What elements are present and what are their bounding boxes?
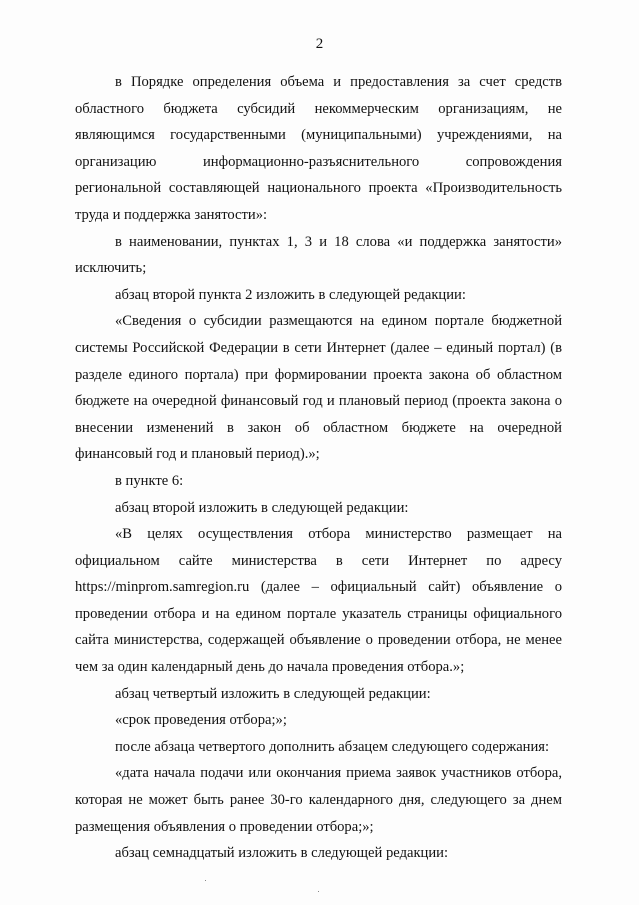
paragraph: абзац семнадцатый изложить в следующей редакции:	[115, 845, 449, 862]
document-body	[75, 69, 562, 867]
paragraph: в пункте 6:	[115, 472, 184, 489]
paragraph: после абзаца четвертого дополнить абзацем следующего содержания:	[115, 738, 550, 755]
page-number: 2	[315, 36, 324, 52]
paragraph: «дата начала подачи или окончания приема заявок участников отбора, которая не может быть ранее 30-го календарного дня, следующего за днем размещения объявления о проведении отбора;»;	[75, 765, 562, 835]
paragraph: абзац второй изложить в следующей редакции:	[115, 499, 409, 516]
paragraph: «срок проведения отбора;»;	[115, 712, 287, 729]
scan-speck	[205, 880, 206, 881]
paragraph: «В целях осуществления отбора министерство размещает на официальном сайте министерства в сети Интернет по адресу https://minprom.samregion.ru (далее – официальный сайт) объявление о проведении отбора и на едином портале указатель страницы официального сайта министерства, содержащей объявление о проведении отбора, не менее чем за один календарный день до начала проведения отбора.»;	[75, 526, 562, 676]
paragraph: «Сведения о субсидии размещаются на едином портале бюджетной системы Российской Федерации в сети Интернет (далее – единый портал) (в разделе единого портала) при формировании проекта закона об областном бюджете на очередной финансовый год и плановый период (проекта закона о внесении изменений в закон об областном бюджете на очередной финансовый год и плановый период).»;	[75, 313, 562, 463]
paragraph: в наименовании, пунктах 1, 3 и 18 слова «и поддержка занятости» исключить;	[75, 233, 562, 277]
paragraph: абзац четвертый изложить в следующей редакции:	[115, 685, 431, 702]
scan-speck	[318, 891, 319, 892]
paragraph: абзац второй пункта 2 изложить в следующей редакции:	[115, 286, 466, 303]
paragraph: в Порядке определения объема и предоставления за счет средств областного бюджета субсидий некоммерческим организациям, не являющимся государственными (муниципальными) учреждениями, на организацию информационно-разъяснительного сопровождения региональной составляющей национального проекта «Производительность труда и поддержка занятости»:	[75, 74, 562, 223]
